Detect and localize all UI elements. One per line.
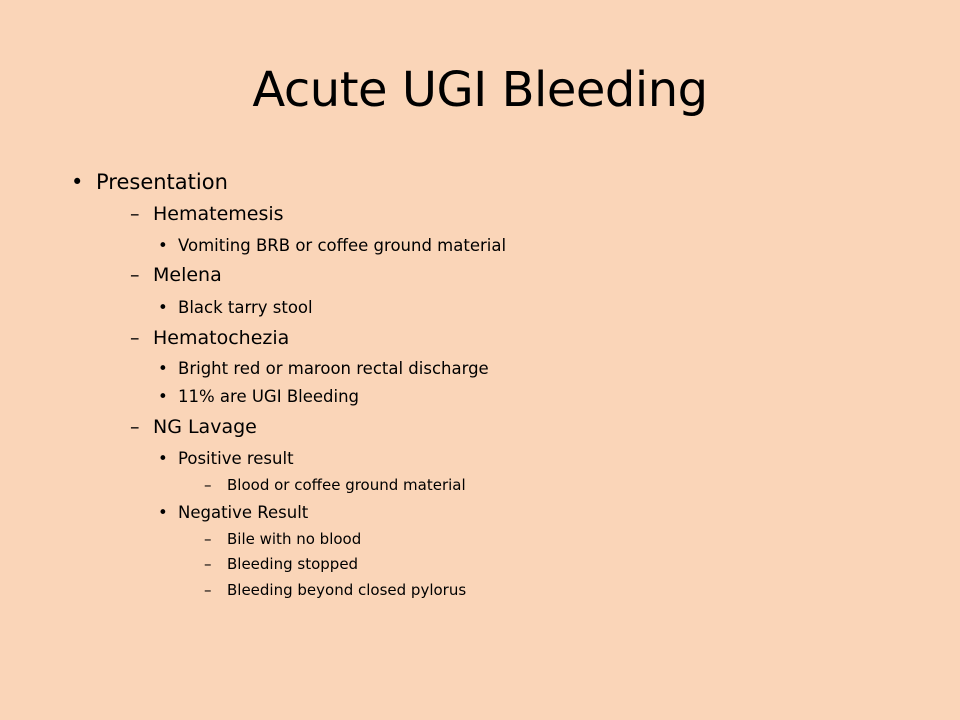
bullet-text: Bile with no blood — [227, 530, 362, 548]
bullet-text: Bleeding beyond closed pylorus — [227, 581, 467, 599]
bullet-text: NG Lavage — [153, 416, 257, 438]
bullet-text: Bright red or maroon rectal discharge — [178, 359, 489, 378]
bullet-dash-icon: – — [204, 476, 212, 494]
bullet-negative-result — [158, 503, 308, 522]
bullet-ng-lavage — [130, 416, 257, 438]
bullet-text: Melena — [153, 264, 222, 286]
bullet-dot-icon: • — [158, 298, 168, 317]
slide-title: Acute UGI Bleeding — [252, 62, 708, 118]
bullet-dash-icon: – — [204, 530, 212, 548]
bullet-dot-icon: • — [158, 236, 168, 255]
bullet-hematochezia-detail-2 — [158, 387, 359, 406]
bullet-text: Negative Result — [178, 503, 309, 522]
bullet-dot-icon: • — [158, 387, 168, 406]
bullet-positive-detail — [204, 476, 466, 494]
bullet-dash-icon: – — [204, 581, 212, 599]
bullet-dash-icon: – — [130, 416, 140, 438]
bullet-text: 11% are UGI Bleeding — [178, 387, 360, 406]
bullet-dot-icon: • — [71, 170, 84, 194]
bullet-negative-detail-2 — [204, 555, 358, 573]
bullet-hematemesis — [130, 203, 284, 225]
bullet-melena — [130, 264, 222, 286]
bullet-hematemesis-detail — [158, 236, 506, 255]
bullet-text: Blood or coffee ground material — [227, 476, 466, 494]
bullet-text: Bleeding stopped — [227, 555, 359, 573]
bullet-melena-detail — [158, 298, 313, 317]
bullet-text: Positive result — [178, 449, 294, 468]
bullet-dot-icon: • — [158, 359, 168, 378]
bullet-dash-icon: – — [130, 203, 140, 225]
bullet-dot-icon: • — [158, 449, 168, 468]
bullet-dot-icon: • — [158, 503, 168, 522]
bullet-presentation — [71, 170, 228, 194]
bullet-text: Hematemesis — [153, 203, 284, 225]
bullet-hematochezia — [130, 327, 289, 349]
bullet-hematochezia-detail-1 — [158, 359, 489, 378]
bullet-text: Hematochezia — [153, 327, 290, 349]
bullet-text: Vomiting BRB or coffee ground material — [178, 236, 507, 255]
bullet-dash-icon: – — [204, 555, 212, 573]
bullet-negative-detail-3 — [204, 581, 466, 599]
bullet-text: Black tarry stool — [178, 298, 313, 317]
bullet-dash-icon: – — [130, 264, 140, 286]
bullet-positive-result — [158, 449, 294, 468]
bullet-text: Presentation — [96, 170, 228, 194]
bullet-negative-detail-1 — [204, 530, 361, 548]
bullet-dash-icon: – — [130, 327, 140, 349]
